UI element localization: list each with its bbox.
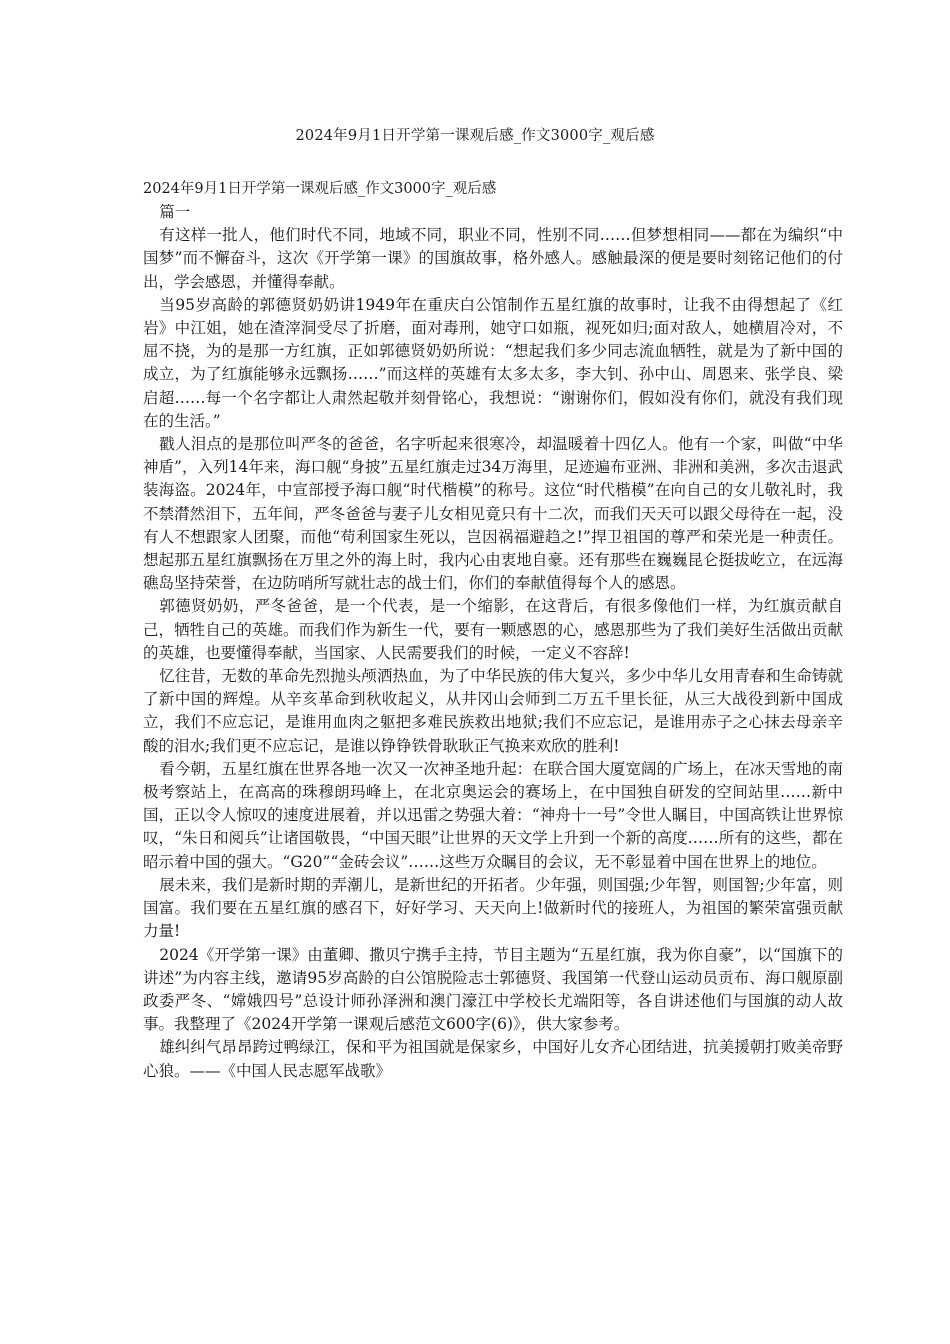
paragraph: 郭德贤奶奶，严冬爸爸，是一个代表，是一个缩影，在这背后，有很多像他们一样，为红旗贡献自己，牺牲自己的英雄。而我们作为新生一代，要有一颗感恩的心，感恩那些为了我们美好生活做出贡献的英雄，也要懂得奉献，当国家、人民需要我们的时候，一定义不容辞!: [143, 597, 843, 662]
paragraph: 戳人泪点的是那位叫严冬的爸爸，名字听起来很寒冷，却温暖着十四亿人。他有一个家，叫做“中华神盾”，入列14年来，海口舰“身披”五星红旗走过34万海里，足迹遍布亚洲、非洲和美洲，多次击退武装海盗。2024年，中宣部授予海口舰“时代楷模”的称号。这位“时代楷模”在向自己的女儿敬礼时，我不禁潸然泪下，五年间，严冬爸爸与妻子儿女相见竟只有十二次，而我们天天可以跟父母待在一起，没有人不想跟家人团聚，而他“苟利国家生死以，岂因祸福避趋之!”捍卫祖国的尊严和荣光是一种责任。想起那五星红旗飘扬在万里之外的海上时，我内心由衷地自豪。还有那些在巍巍昆仑挺拔屹立，在远海礁岛坚持荣誉，在边防哨所写就壮志的战士们，你们的奉献值得每个人的感恩。: [143, 435, 843, 593]
paragraph: 雄纠纠气昂昂跨过鸭绿江，保和平为祖国就是保家乡，中国好儿女齐心团结进，抗美援朝打败美帝野心狼。——《中国人民志愿军战歌》: [143, 1038, 843, 1080]
paragraph: 展未来，我们是新时期的弄潮儿，是新世纪的开拓者。少年强，则国强;少年智，则国智;少年富，则国富。我们要在五星红旗的感召下，好好学习、天天向上!做新时代的接班人，为祖国的繁荣富强贡献力量!: [143, 875, 843, 941]
paragraph: 忆往昔，无数的革命先烈抛头颅洒热血，为了中华民族的伟大复兴，多少中华儿女用青春和生命铸就了新中国的辉煌。从辛亥革命到秋收起义，从井冈山会师到二万五千里长征，从三大战役到新中国成立，我们不应忘记，是谁用血肉之躯把多难民族救出地狱;我们不应忘记，是谁用赤子之心抹去母亲辛酸的泪水;我们更不应忘记，是谁以铮铮铁骨耿耿正气换来欢欣的胜利!: [143, 667, 843, 755]
paragraph: 有这样一批人，他们时代不同，地域不同，职业不同，性别不同……但梦想相同——都在为编织“中国梦”而不懈奋斗，这次《开学第一课》的国旗故事，格外感人。感触最深的便是要时刻铭记他们的付出，学会感恩，并懂得奉献。: [143, 226, 843, 291]
paragraph: 2024《开学第一课》由董卿、撒贝宁携手主持，节目主题为“五星红旗，我为你自豪”，以“国旗下的讲述”为内容主线，邀请95岁高龄的白公馆脱险志士郭德贤、我国第一代登山运动员贡布、海口舰原副政委严冬、“嫦娥四号”总设计师孙泽洲和澳门濠江中学校长尤端阳等，各自讲述他们与国旗的动人故事。我整理了《2024开学第一课观后感范文600字(6)》，供大家参考。: [143, 945, 843, 1034]
document-subtitle: 2024年9月1日开学第一课观后感_作文3000字_观后感: [143, 181, 497, 197]
document-body: [143, 178, 843, 1083]
section-label: 篇一: [159, 203, 191, 221]
document-title: 2024年9月1日开学第一课观后感_作文3000字_观后感: [295, 128, 655, 144]
paragraph: 当95岁高龄的郭德贤奶奶讲1949年在重庆白公馆制作五星红旗的故事时，让我不由得想起了《红岩》中江姐，她在渣滓洞受尽了折磨，面对毒刑，她守口如瓶，视死如归;面对敌人，她横眉冷对，不屈不挠，为的是那一方红旗，正如郭德贤奶奶所说：“想起我们多少同志流血牺牲，就是为了新中国的成立，为了红旗能够永远飘扬……”而这样的英雄有太多太多，李大钊、孙中山、周恩来、张学良、梁启超……每一个名字都让人肃然起敬并刻骨铭心，我想说：“谢谢你们，假如没有你们，就没有我们现在的生活。”: [143, 295, 843, 430]
paragraph: 看今朝，五星红旗在世界各地一次又一次神圣地升起：在联合国大厦宽阔的广场上，在冰天雪地的南极考察站上，在高高的珠穆朗玛峰上，在北京奥运会的赛场上，在中国独自研发的空间站里……新中国，正以令人惊叹的速度进展着，并以迅雷之势强大着：“神舟十一号”令世人瞩目，中国高铁让世界惊叹，“朱日和阅兵”让诸国敬畏，“中国天眼”让世界的天文学上升到一个新的高度……所有的这些，都在昭示着中国的强大。“G20”“金砖会议”……这些万众瞩目的会议，无不彰显着中国在世界上的地位。: [143, 759, 843, 871]
